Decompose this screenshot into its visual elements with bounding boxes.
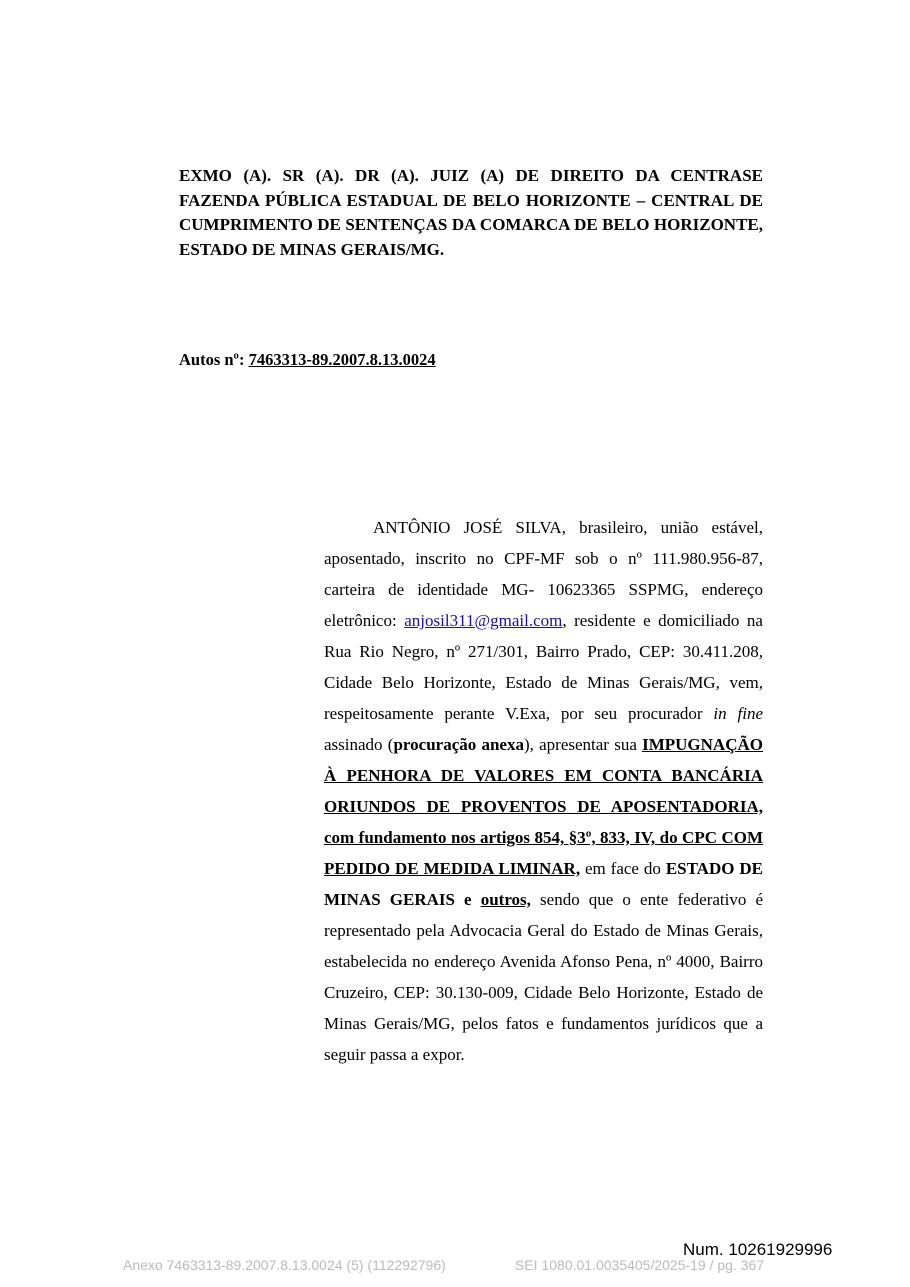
- body-part-4: ), apresentar sua: [523, 735, 643, 754]
- case-number-line: [179, 348, 436, 372]
- in-fine-text: in fine: [713, 704, 763, 723]
- case-number: 7463313-89.2007.8.13.0024: [248, 350, 436, 369]
- body-part-6: sendo que o ente federativo é representado pela Advocacia Geral do Estado de Minas Gerais, estabelecida no endereço Avenida Afonso Pena, nº 4000, Bairro Cruzeiro, CEP: 30.130-009, Cidade Belo Horizonte, Estado de Minas Gerais/MG, pelos fatos e fundamentos jurídicos que a seguir passa a expor.: [324, 890, 763, 1064]
- body-part-2: , residente e domiciliado na Rua Rio Negro, nº 271/301, Bairro Prado, CEP: 30.411.208, Cidade Belo Horizonte, Estado de Minas Gerais/MG, vem, respeitosamente perante V.Exa, por seu procurador: [324, 611, 763, 723]
- case-number-label: Autos nº:: [179, 350, 245, 369]
- body-part-1: ANTÔNIO JOSÉ SILVA, brasileiro, união estável, aposentado, inscrito no CPF-MF sob o nº 111.980.956-87, carteira de identidade MG- 10623365 SSPMG, endereço eletrônico:: [324, 518, 763, 630]
- outros-text: outros,: [480, 890, 531, 909]
- impugnacao-title: IMPUGNAÇÃO À PENHORA DE VALORES EM CONTA BANCÁRIA ORIUNDOS DE PROVENTOS DE APOSENTADORIA, com fundamento nos artigos 854, §3º, 833, IV, do CPC COM PEDIDO DE MEDIDA LIMINAR,: [324, 735, 763, 878]
- document-number-stamp: Num. 10261929996: [683, 1240, 833, 1259]
- estado-text: ESTADO DE MINAS GERAIS e: [324, 859, 763, 909]
- body-part-3: assinado (: [324, 735, 394, 754]
- body-part-5: em face do: [580, 859, 666, 878]
- document-heading: EXMO (A). SR (A). DR (A). JUIZ (A) DE DIREITO DA CENTRASE FAZENDA PÚBLICA ESTADUAL DE BELO HORIZONTE – CENTRAL DE CUMPRIMENTO DE SENTENÇAS DA COMARCA DE BELO HORIZONTE, ESTADO DE MINAS GERAIS/MG.: [179, 166, 763, 259]
- footer-sei: SEI 1080.01.0035405/2025-19 / pg. 367: [515, 1257, 765, 1273]
- email-link[interactable]: anjosil311@gmail.com: [404, 611, 563, 630]
- footer-anexo: Anexo 7463313-89.2007.8.13.0024 (5) (112292796): [123, 1257, 446, 1273]
- page-footer: [123, 1257, 765, 1273]
- procuracao-text: procuração anexa: [393, 735, 524, 754]
- petition-body: [324, 512, 763, 1070]
